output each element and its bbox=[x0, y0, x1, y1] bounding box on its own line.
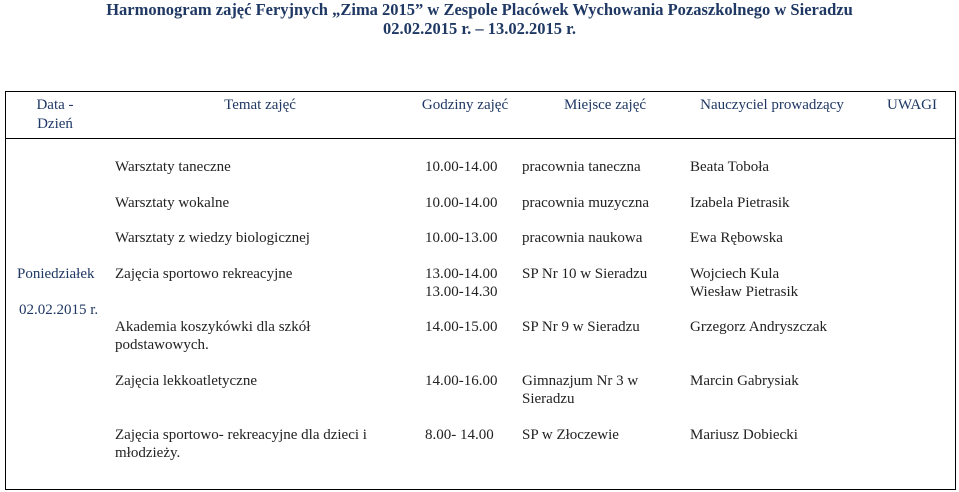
row-place: SP Nr 9 w Sieradzu bbox=[522, 319, 640, 335]
row-topic: Warsztaty taneczne bbox=[115, 159, 231, 175]
table-right-border bbox=[955, 91, 956, 490]
row-teacher: Beata Toboła bbox=[690, 159, 770, 175]
row-topic: Warsztaty wokalne bbox=[115, 195, 230, 211]
table-bottom-border bbox=[5, 489, 956, 490]
row-place: pracownia muzyczna bbox=[522, 195, 650, 211]
row-teacher: Mariusz Dobiecki bbox=[690, 427, 798, 443]
row-place: Gimnazjum Nr 3 w Sieradzu bbox=[522, 373, 639, 407]
header-bottom-border bbox=[5, 138, 956, 139]
row-topic: Warsztaty z wiedzy biologicznej bbox=[115, 230, 310, 246]
row-place: SP w Złoczewie bbox=[522, 427, 619, 443]
row-hours: 13.00-14.00 bbox=[425, 266, 498, 282]
header-place: Miejsce zajęć bbox=[563, 97, 647, 113]
row-topic: Zajęcia sportowo- rekreacyjne dla dzieci i młodzieży. bbox=[115, 427, 367, 461]
day-name: Poniedziałek bbox=[17, 266, 95, 282]
row-hours: 14.00-16.00 bbox=[425, 373, 498, 389]
document-title: Harmonogram zajęć Feryjnych „Zima 2015” w Zespole Placówek Wychowania Pozaszkolnego w Sieradzu bbox=[106, 0, 853, 19]
row-place: pracownia taneczna bbox=[522, 159, 641, 175]
row-hours: 10.00-13.00 bbox=[425, 230, 498, 246]
header-notes: UWAGI bbox=[887, 97, 937, 113]
row-teacher: Izabela Pietrasik bbox=[690, 195, 790, 211]
row-topic: Zajęcia lekkoatletyczne bbox=[115, 373, 257, 389]
header-topic: Temat zajęć bbox=[224, 97, 296, 113]
row-teacher-second: Wiesław Pietrasik bbox=[690, 284, 799, 300]
row-hours: 10.00-14.00 bbox=[425, 159, 498, 175]
row-hours-second: 13.00-14.30 bbox=[425, 284, 498, 300]
header-hours: Godziny zajęć bbox=[421, 97, 509, 113]
table-top-border bbox=[5, 91, 956, 92]
row-place: SP Nr 10 w Sieradzu bbox=[522, 266, 648, 282]
document-date-range: 02.02.2015 r. – 13.02.2015 r. bbox=[382, 19, 577, 38]
day-date: 02.02.2015 r. bbox=[19, 302, 99, 318]
row-place: pracownia naukowa bbox=[522, 230, 643, 246]
row-teacher: Grzegorz Andryszczak bbox=[690, 319, 828, 335]
row-topic: Akademia koszykówki dla szkół podstawowych. bbox=[115, 319, 311, 353]
row-teacher: Marcin Gabrysiak bbox=[690, 373, 799, 389]
row-hours: 10.00-14.00 bbox=[425, 195, 498, 211]
table-left-border bbox=[5, 91, 6, 490]
row-teacher: Wojciech Kula bbox=[690, 266, 780, 282]
row-topic: Zajęcia sportowo rekreacyjne bbox=[115, 266, 293, 282]
row-teacher: Ewa Rębowska bbox=[690, 230, 783, 246]
row-hours: 14.00-15.00 bbox=[425, 319, 498, 335]
header-teacher: Nauczyciel prowadzący bbox=[700, 97, 844, 113]
row-hours: 8.00- 14.00 bbox=[425, 427, 494, 443]
header-date-day: Data - Dzień bbox=[36, 97, 74, 132]
